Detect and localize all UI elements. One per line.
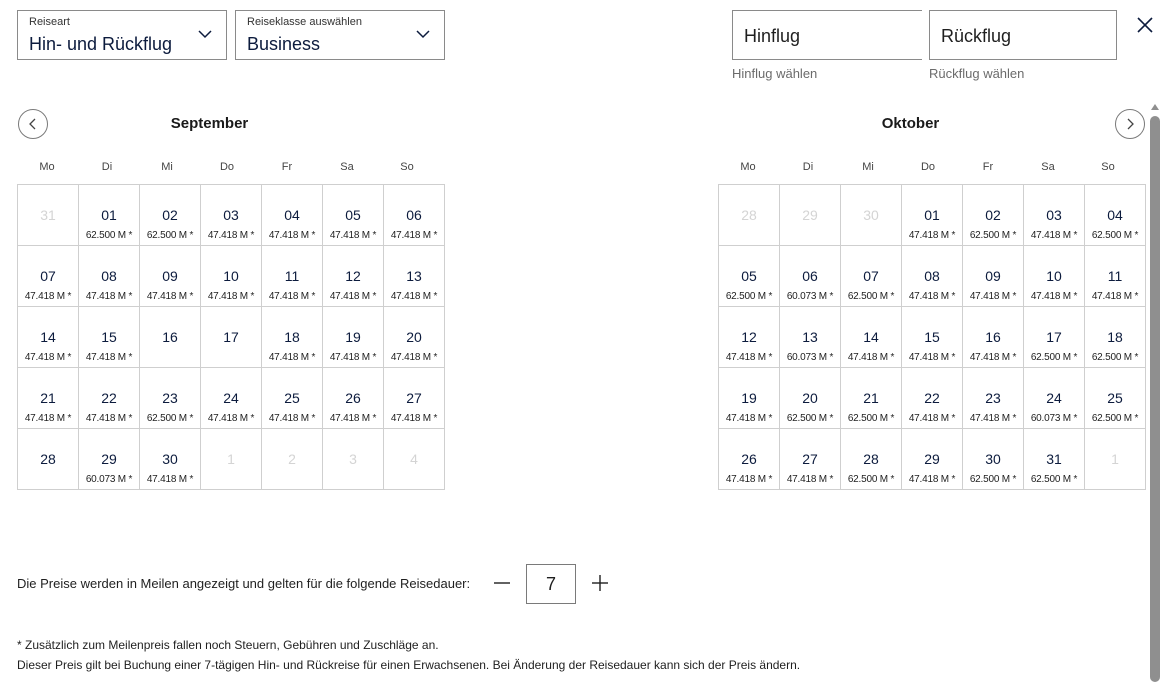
calendar-day[interactable] (323, 307, 384, 368)
day-number: 26 (345, 390, 361, 406)
calendar-day[interactable] (902, 185, 963, 246)
month-title-september: September (170, 115, 249, 132)
day-number: 01 (101, 207, 117, 223)
calendar-day[interactable] (201, 307, 262, 368)
duration-text: Die Preise werden in Meilen angezeigt und gelten für die folgende Reisedauer: (17, 576, 471, 591)
calendar-day (841, 185, 902, 246)
day-number: 25 (284, 390, 300, 406)
calendar-day[interactable] (140, 246, 201, 307)
day-number: 06 (802, 268, 818, 284)
day-price: 47.418 M * (1030, 291, 1078, 302)
calendar-day[interactable] (79, 246, 140, 307)
calendar-day[interactable] (323, 246, 384, 307)
day-price: 62.500 M * (146, 230, 194, 241)
travel-class-select[interactable] (235, 10, 445, 60)
day-price: 62.500 M * (969, 230, 1017, 241)
day-price: 47.418 M * (969, 413, 1017, 424)
day-number: 08 (101, 268, 117, 284)
calendar-day (719, 185, 780, 246)
day-number: 04 (1107, 207, 1123, 223)
chevron-down-icon (416, 29, 430, 39)
calendar-day (262, 429, 323, 490)
return-hint: Rückflug wählen (929, 66, 1025, 81)
day-price: 62.500 M * (1091, 413, 1139, 424)
day-number: 30 (162, 451, 178, 467)
calendar-day[interactable] (902, 368, 963, 429)
day-number: 04 (284, 207, 300, 223)
day-number: 17 (1046, 329, 1062, 345)
day-number: 27 (802, 451, 818, 467)
day-price: 47.418 M * (146, 291, 194, 302)
weekday-label: Do (920, 161, 936, 173)
weekday-label: Mo (740, 161, 756, 173)
day-price: 47.418 M * (329, 291, 377, 302)
day-price: 47.418 M * (268, 230, 316, 241)
day-number: 29 (802, 207, 818, 223)
day-price: 47.418 M * (207, 413, 255, 424)
calendar-day[interactable] (902, 307, 963, 368)
day-price: 47.418 M * (329, 413, 377, 424)
day-price: 60.073 M * (786, 352, 834, 363)
day-number: 16 (162, 329, 178, 345)
day-number: 19 (741, 390, 757, 406)
day-price: 47.418 M * (24, 413, 72, 424)
day-number: 16 (985, 329, 1001, 345)
day-price: 47.418 M * (969, 352, 1017, 363)
day-number: 03 (223, 207, 239, 223)
day-number: 21 (40, 390, 56, 406)
day-number: 17 (223, 329, 239, 345)
calendar-day[interactable] (18, 307, 79, 368)
calendar-day[interactable] (323, 368, 384, 429)
day-price: 47.418 M * (390, 352, 438, 363)
day-number: 11 (284, 268, 300, 284)
calendar-day[interactable] (902, 429, 963, 490)
calendar-day (18, 185, 79, 246)
calendar-day[interactable] (902, 246, 963, 307)
day-price: 47.418 M * (390, 413, 438, 424)
weekday-header-september (17, 161, 437, 173)
day-price: 47.418 M * (207, 291, 255, 302)
calendar-day[interactable] (719, 368, 780, 429)
calendar-day[interactable] (841, 307, 902, 368)
day-price: 62.500 M * (725, 291, 773, 302)
day-number: 21 (863, 390, 879, 406)
calendar-day[interactable] (780, 246, 841, 307)
calendar-day[interactable] (79, 307, 140, 368)
decrease-duration-button[interactable] (490, 571, 514, 595)
weekday-label: So (1101, 161, 1115, 173)
calendar-day[interactable] (384, 246, 445, 307)
scroll-up-arrow-icon[interactable] (1150, 102, 1160, 112)
weekday-label: Fr (982, 161, 994, 173)
calendar-day[interactable] (780, 368, 841, 429)
calendar-day (780, 185, 841, 246)
day-price: 47.418 M * (85, 413, 133, 424)
weekday-label: Fr (281, 161, 293, 173)
calendar-day[interactable] (201, 246, 262, 307)
calendar-day (323, 429, 384, 490)
day-price: 47.418 M * (85, 291, 133, 302)
calendar-day[interactable] (1024, 368, 1085, 429)
calendar-day[interactable] (140, 185, 201, 246)
day-number: 08 (924, 268, 940, 284)
day-number: 28 (40, 451, 56, 467)
day-price: 62.500 M * (1030, 352, 1078, 363)
calendar-day[interactable] (140, 368, 201, 429)
day-price: 47.418 M * (725, 352, 773, 363)
calendar-day[interactable] (780, 307, 841, 368)
calendar-day[interactable] (841, 246, 902, 307)
day-number: 19 (345, 329, 361, 345)
calendar-day[interactable] (1024, 429, 1085, 490)
travel-class-label: Reiseklasse auswählen (247, 16, 362, 28)
calendar-day[interactable] (1024, 246, 1085, 307)
day-number: 28 (741, 207, 757, 223)
day-price: 47.418 M * (725, 413, 773, 424)
day-number: 20 (406, 329, 422, 345)
day-price: 47.418 M * (1091, 291, 1139, 302)
day-number: 10 (223, 268, 239, 284)
footnote-taxes: * Zusätzlich zum Meilenpreis fallen noch Steuern, Gebühren und Zuschläge an. (17, 638, 439, 652)
day-price: 62.500 M * (847, 291, 895, 302)
calendar-day[interactable] (963, 368, 1024, 429)
day-number: 31 (1046, 451, 1062, 467)
weekday-label: So (400, 161, 414, 173)
day-price: 47.418 M * (268, 413, 316, 424)
day-number: 18 (1107, 329, 1123, 345)
travel-class-value: Business (247, 34, 321, 54)
day-number: 3 (349, 451, 357, 467)
day-number: 15 (924, 329, 940, 345)
calendar-day[interactable] (201, 185, 262, 246)
day-number: 27 (406, 390, 422, 406)
day-price: 47.418 M * (969, 291, 1017, 302)
calendar-day[interactable] (323, 185, 384, 246)
day-price: 47.418 M * (725, 474, 773, 485)
calendar-day[interactable] (719, 307, 780, 368)
day-price: 47.418 M * (268, 352, 316, 363)
calendar-day[interactable] (79, 368, 140, 429)
day-number: 1 (227, 451, 235, 467)
day-price: 47.418 M * (786, 474, 834, 485)
trip-type-label: Reiseart (29, 16, 70, 28)
day-number: 07 (40, 268, 56, 284)
day-price: 47.418 M * (908, 413, 956, 424)
day-price: 47.418 M * (1030, 230, 1078, 241)
calendar-day[interactable] (384, 368, 445, 429)
day-number: 15 (101, 329, 117, 345)
calendar-day[interactable] (18, 368, 79, 429)
weekday-label: Di (802, 161, 814, 173)
calendar-day[interactable] (719, 429, 780, 490)
calendar-day[interactable] (79, 429, 140, 490)
day-price: 62.500 M * (85, 230, 133, 241)
calendar-day[interactable] (140, 429, 201, 490)
calendar-day[interactable] (384, 307, 445, 368)
day-number: 29 (101, 451, 117, 467)
chevron-down-icon (198, 29, 212, 39)
day-price: 47.418 M * (847, 352, 895, 363)
day-number: 09 (162, 268, 178, 284)
calendar-day[interactable] (140, 307, 201, 368)
day-number: 23 (162, 390, 178, 406)
calendar-grid-october (718, 184, 1146, 490)
day-price: 47.418 M * (268, 291, 316, 302)
day-price: 62.500 M * (847, 413, 895, 424)
calendar-day[interactable] (262, 307, 323, 368)
day-price: 62.500 M * (146, 413, 194, 424)
weekday-label: Do (219, 161, 235, 173)
day-price: 47.418 M * (207, 230, 255, 241)
day-number: 1 (1111, 451, 1119, 467)
calendar-day (201, 429, 262, 490)
calendar-day[interactable] (841, 429, 902, 490)
day-number: 26 (741, 451, 757, 467)
day-number: 25 (1107, 390, 1123, 406)
day-price: 47.418 M * (390, 291, 438, 302)
outbound-date-value: Hinflug (744, 26, 801, 46)
calendar-day[interactable] (79, 185, 140, 246)
weekday-label: Mi (161, 161, 173, 173)
chevron-right-icon (1125, 118, 1135, 130)
calendar-day[interactable] (384, 185, 445, 246)
day-number: 10 (1046, 268, 1062, 284)
day-number: 22 (101, 390, 117, 406)
duration-input[interactable] (526, 564, 576, 604)
calendar-day[interactable] (262, 368, 323, 429)
day-number: 29 (924, 451, 940, 467)
trip-type-select[interactable] (17, 10, 227, 60)
day-number: 13 (802, 329, 818, 345)
day-number: 11 (1107, 268, 1123, 284)
day-price: 47.418 M * (85, 352, 133, 363)
weekday-label: Mi (862, 161, 874, 173)
next-month-button[interactable] (1115, 109, 1145, 139)
calendar-day[interactable] (780, 429, 841, 490)
day-number: 23 (985, 390, 1001, 406)
calendar-day (384, 429, 445, 490)
day-number: 28 (863, 451, 879, 467)
day-number: 22 (924, 390, 940, 406)
day-number: 24 (223, 390, 239, 406)
calendar-day[interactable] (1085, 246, 1146, 307)
day-price: 62.500 M * (1091, 352, 1139, 363)
day-number: 24 (1046, 390, 1062, 406)
day-number: 31 (40, 207, 56, 223)
outbound-date-field[interactable] (732, 10, 922, 60)
calendar-grid-september (17, 184, 445, 490)
day-number: 12 (741, 329, 757, 345)
calendar-day[interactable] (262, 246, 323, 307)
increase-duration-button[interactable] (588, 571, 612, 595)
day-price: 62.500 M * (786, 413, 834, 424)
month-title-october: Oktober (881, 115, 940, 132)
weekday-label: Di (101, 161, 113, 173)
day-price: 60.073 M * (786, 291, 834, 302)
day-price: 62.500 M * (969, 474, 1017, 485)
calendar-day[interactable] (1085, 307, 1146, 368)
calendar-day[interactable] (963, 246, 1024, 307)
day-number: 2 (288, 451, 296, 467)
day-price: 47.418 M * (908, 291, 956, 302)
day-number: 07 (863, 268, 879, 284)
calendar-day[interactable] (262, 185, 323, 246)
day-price: 62.500 M * (1091, 230, 1139, 241)
day-number: 03 (1046, 207, 1062, 223)
footnote-duration: Dieser Preis gilt bei Buchung einer 7-tägigen Hin- und Rückreise für einen Erwachsenen. Bei Änderung der Reisedauer kann sich der Preis ändern. (17, 658, 801, 672)
day-number: 12 (345, 268, 361, 284)
weekday-label: Sa (340, 161, 354, 173)
day-price: 47.418 M * (146, 474, 194, 485)
return-date-field[interactable] (929, 10, 1117, 60)
weekday-label: Sa (1041, 161, 1055, 173)
day-number: 14 (40, 329, 56, 345)
calendar-day[interactable] (18, 429, 79, 490)
calendar-day[interactable] (1085, 368, 1146, 429)
trip-type-value: Hin- und Rückflug (29, 34, 173, 54)
day-price: 47.418 M * (390, 230, 438, 241)
calendar-day[interactable] (841, 368, 902, 429)
day-number: 4 (410, 451, 418, 467)
day-number: 05 (345, 207, 361, 223)
day-price: 62.500 M * (1030, 474, 1078, 485)
calendar-day[interactable] (963, 185, 1024, 246)
calendar-day (1085, 429, 1146, 490)
return-date-value: Rückflug (941, 26, 1012, 46)
day-number: 01 (924, 207, 940, 223)
calendar-day[interactable] (963, 307, 1024, 368)
day-price: 60.073 M * (85, 474, 133, 485)
day-number: 14 (863, 329, 879, 345)
calendar-day[interactable] (1024, 307, 1085, 368)
day-price: 47.418 M * (24, 291, 72, 302)
weekday-label: Mo (39, 161, 55, 173)
day-price: 47.418 M * (908, 352, 956, 363)
day-price: 60.073 M * (1030, 413, 1078, 424)
outbound-hint: Hinflug wählen (732, 66, 818, 81)
day-price: 62.500 M * (847, 474, 895, 485)
day-number: 09 (985, 268, 1001, 284)
calendar-day[interactable] (963, 429, 1024, 490)
calendar-day[interactable] (201, 368, 262, 429)
day-number: 18 (284, 329, 300, 345)
day-number: 02 (985, 207, 1001, 223)
scrollbar[interactable] (1147, 102, 1161, 682)
day-number: 06 (406, 207, 422, 223)
day-number: 30 (985, 451, 1001, 467)
day-number: 20 (802, 390, 818, 406)
calendar-day[interactable] (1085, 185, 1146, 246)
day-number: 13 (406, 268, 422, 284)
day-price: 47.418 M * (24, 352, 72, 363)
calendar-day[interactable] (1024, 185, 1085, 246)
day-price: 47.418 M * (329, 352, 377, 363)
day-price: 47.418 M * (908, 230, 956, 241)
day-number: 02 (162, 207, 178, 223)
scrollbar-thumb[interactable] (1150, 116, 1160, 682)
weekday-header-october (718, 161, 1138, 173)
day-number: 05 (741, 268, 757, 284)
calendar-day[interactable] (719, 246, 780, 307)
day-number: 30 (863, 207, 879, 223)
close-icon[interactable] (1134, 14, 1156, 36)
calendar-day[interactable] (18, 246, 79, 307)
day-price: 47.418 M * (329, 230, 377, 241)
day-price: 47.418 M * (908, 474, 956, 485)
